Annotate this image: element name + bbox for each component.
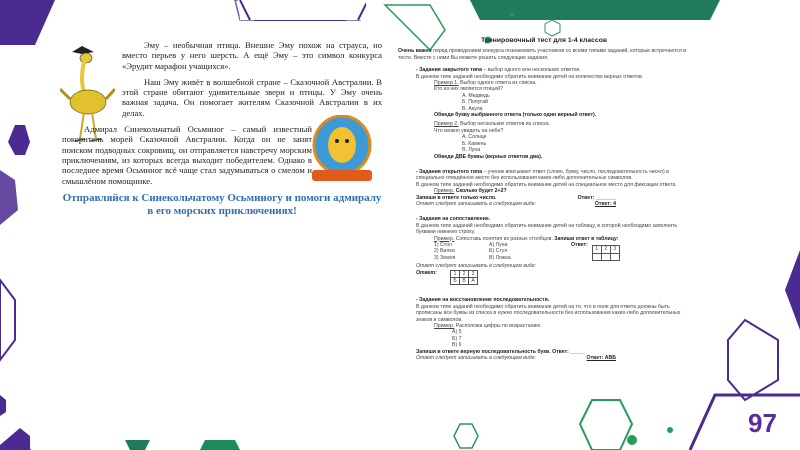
answer-label: Ответ: — [416, 269, 437, 276]
answer-blank: Ответ: _______ — [577, 194, 616, 201]
section-subtitle: – ученик вписывает ответ (слово, букву, число, последовательность чисел) в специально отведённое место без использования каких-либо дополнительных символов. — [416, 168, 669, 182]
open-tasks-section — [416, 169, 690, 207]
match-item: 2) Вилка — [434, 248, 455, 255]
intro-bold: Очень важно — [398, 48, 432, 55]
answer-option: А. Медведь — [462, 92, 490, 99]
table-cell: Б — [451, 278, 460, 285]
section-description: В данном типе заданий необходимо обратить внимание детей на специальное место для фиксации ответа. — [416, 181, 677, 188]
answer-option: Б. Камень — [462, 140, 487, 147]
empty-answer-table — [592, 245, 620, 261]
match-item: Б) Стул — [489, 248, 508, 255]
example-text: Расположи цифры по возрастанию. — [454, 323, 542, 330]
answer-label: Ответ: — [571, 241, 588, 248]
section-description: В данном типе заданий необходимо обратить внимание детей на количество верных ответов. — [416, 73, 644, 80]
instruction: Обведи букву выбранного ответа (только один верный ответ). — [434, 112, 597, 119]
table-cell: 1 — [592, 245, 601, 253]
section-description: В данном типе заданий необходимо обратить внимание детей на таблицу, в которой необходимо заполнить буквами нижнюю строку. — [416, 222, 678, 236]
section-subtitle: – выбор одного или нескольких ответов. — [481, 67, 581, 74]
sequence-tasks-section — [416, 297, 690, 361]
table-cell: А — [469, 278, 478, 285]
sample-answer: Ответ: 4 — [594, 200, 616, 207]
example-label: Пример. — [434, 323, 455, 330]
answer-option: А. Солнце — [462, 134, 487, 141]
match-item: 1) Стол — [434, 241, 452, 248]
paragraph-emu-intro: Эму – необычная птица. Внешне Эму похож на страуса, но вместо перьев у него шерсть. А ещё Эму – это символ конкурса «Эрудит марафон учащихся». — [122, 40, 382, 71]
answer-option: В. Акула — [462, 105, 483, 112]
example-text: Сколько будет 2+2? — [454, 188, 507, 195]
section-heading: - Задания на сопоставление. — [416, 216, 491, 223]
paragraph-admiral-octopus: Адмирал Синекольчатый Осьминог – самый известный покоритель морей Сказочной Австралии. Когда он не занят поиском подводных сокровищ, он отправляется навстречу морским приключениям, из которых всегда выходит победителем. Однако в последнее время Осьминог всё чаще стал задумываться о смелом и смышлёном помощнике. — [62, 124, 312, 186]
match-item: 3) Земля — [434, 254, 456, 261]
call-to-action-heading: Отправляйся к Синекольчатому Осьминогу и помоги адмиралу в его морских приключениях! — [62, 191, 382, 217]
table-cell: В — [460, 278, 469, 285]
training-test-document — [398, 38, 690, 361]
match-item: В) Ложка — [489, 254, 511, 261]
instruction: Запиши в ответе только число. — [416, 194, 497, 201]
sequence-item: Б) 7 — [452, 335, 462, 342]
section-heading: - Задания закрытого типа — [416, 67, 482, 74]
example-text: Выбор нескольких ответов из списка. — [458, 121, 551, 128]
document-title: Тренировочный тест для 1-4 классов — [480, 37, 608, 44]
sequence-item: В) 6 — [452, 342, 462, 349]
instruction: Обведи ДВЕ буквы (верных ответов два). — [434, 153, 543, 160]
table-cell: 1 — [451, 270, 460, 277]
format-note: Ответ следует записывать в следующем виде: — [416, 355, 536, 362]
sequence-item: А) 5 — [452, 329, 462, 336]
example-label: Пример 1. — [434, 80, 459, 87]
example-text: Сопоставь понятия из разных столбцов. — [454, 235, 555, 242]
answer-option: Б. Попугай — [462, 99, 488, 106]
closed-tasks-section — [416, 67, 690, 160]
intro-text: перед проведением конкурса познакомить участников со всеми типами заданий, которые встречаются в тесте. Вместе с ними Вы можете решить следующие задания. — [398, 48, 687, 61]
format-note: Ответ следует записывать в следующем виде: — [416, 200, 536, 207]
page-number: 97 — [748, 408, 777, 438]
question: Кто из них является птицей? — [434, 86, 503, 93]
paragraph-emu-home: Наш Эму живёт в волшебной стране – Сказочной Австралии. В этой стране обитают удивительные звери и птицы. У Эму очень важная задача. Он помогает жителям Сказочной Австралии в их делах. — [122, 76, 382, 118]
section-heading: - Задания открытого типа — [416, 168, 483, 175]
table-cell: 3 — [469, 270, 478, 277]
section-heading: - Задания на восстановление последовательности. — [416, 297, 550, 304]
answer-option: В. Луна — [462, 147, 481, 154]
example-text: Выбор одного ответа из списка. — [458, 80, 537, 87]
matching-tasks-section — [416, 216, 690, 285]
table-cell: 2 — [460, 270, 469, 277]
example-label: Пример 2. — [434, 121, 459, 128]
table-cell: 3 — [610, 245, 619, 253]
example-label: Пример. — [434, 188, 455, 195]
example-label: Пример. — [434, 235, 455, 242]
section-description: В данном типе заданий необходимо обратить внимание детей на то, что в поле для ответа должны быть прописаны все буквы из списка в нужно последовательности без использования каких-либо дополнительных знаков и символов. — [416, 303, 681, 323]
instruction: Запиши в ответе верную последовательность букв. Ответ: _____ — [416, 348, 585, 355]
sample-answer: Ответ: АВБ — [586, 355, 616, 362]
sample-answer-table — [450, 270, 478, 286]
question: Что можно увидеть на небе? — [434, 127, 504, 134]
table-cell: 2 — [601, 245, 610, 253]
example-instruction: Запиши ответ в таблицу: — [554, 235, 619, 242]
format-note: Ответ следует записывать в следующем виде: — [416, 263, 536, 270]
match-item: А) Луна — [489, 241, 508, 248]
octopus-badge-logo — [310, 115, 374, 183]
